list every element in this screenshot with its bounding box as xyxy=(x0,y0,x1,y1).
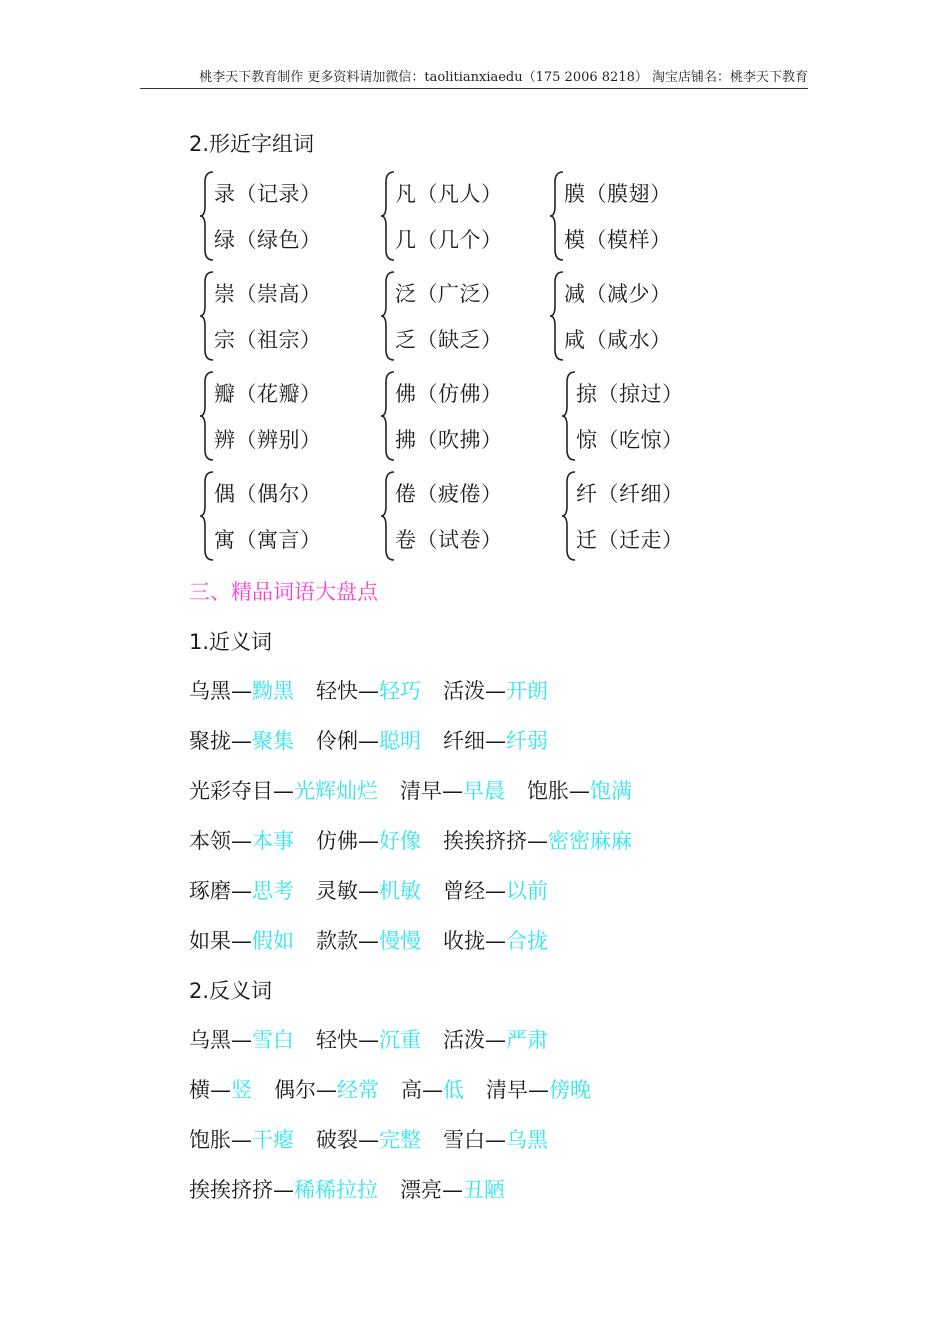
char-pair xyxy=(576,370,746,460)
antonym-row xyxy=(189,1074,613,1104)
pair-word-bottom: 咸（咸水） xyxy=(564,328,672,352)
synonym-row xyxy=(189,825,654,855)
pair-word-top: 膜（膜翅） xyxy=(564,182,672,206)
answer-word: 竖 xyxy=(231,1078,252,1102)
word-pair xyxy=(443,725,548,755)
answer-word: 机敏 xyxy=(379,879,421,903)
word-pair xyxy=(443,825,632,855)
answer-word: 饱满 xyxy=(590,779,632,803)
word-pair xyxy=(189,875,294,905)
word: 活泼— xyxy=(443,1028,506,1052)
word-pair xyxy=(486,1074,591,1104)
synonym-row xyxy=(189,925,570,955)
char-pair xyxy=(214,270,384,360)
word: 横— xyxy=(189,1078,231,1102)
word: 如果— xyxy=(189,929,252,953)
answer-word: 思考 xyxy=(252,879,294,903)
answer-word: 聚集 xyxy=(252,729,294,753)
answer-word: 轻巧 xyxy=(379,679,421,703)
pair-word-top: 崇（崇高） xyxy=(214,282,322,306)
answer-word: 纤弱 xyxy=(506,729,548,753)
word: 曾经— xyxy=(443,879,506,903)
word: 清早— xyxy=(400,779,463,803)
word-pair xyxy=(443,1124,548,1154)
pair-word-top: 减（减少） xyxy=(564,282,672,306)
word-pair xyxy=(189,825,294,855)
word: 饱胀— xyxy=(189,1128,252,1152)
answer-word: 以前 xyxy=(506,879,548,903)
char-pair xyxy=(395,470,565,560)
word: 伶俐— xyxy=(316,729,379,753)
synonym-row xyxy=(189,675,570,705)
antonym-row xyxy=(189,1174,527,1204)
word: 聚拢— xyxy=(189,729,252,753)
answer-word: 假如 xyxy=(252,929,294,953)
answer-word: 丑陋 xyxy=(463,1178,505,1202)
word: 灵敏— xyxy=(316,879,379,903)
word: 轻快— xyxy=(316,1028,379,1052)
word: 纤细— xyxy=(443,729,506,753)
word-pair xyxy=(189,1124,294,1154)
word: 偶尔— xyxy=(274,1078,337,1102)
word-pair xyxy=(401,1074,464,1104)
pair-word-bottom: 卷（试卷） xyxy=(395,528,503,552)
char-pair xyxy=(395,370,565,460)
word-pair xyxy=(443,875,548,905)
word: 雪白— xyxy=(443,1128,506,1152)
word-pair xyxy=(527,775,632,805)
answer-word: 本事 xyxy=(252,829,294,853)
answer-word: 严肃 xyxy=(506,1028,548,1052)
pair-word-top: 凡（凡人） xyxy=(395,182,503,206)
word-pair xyxy=(443,675,548,705)
word: 乌黑— xyxy=(189,679,252,703)
word: 乌黑— xyxy=(189,1028,252,1052)
word-pair xyxy=(274,1074,379,1104)
answer-word: 早晨 xyxy=(463,779,505,803)
word: 仿佛— xyxy=(316,829,379,853)
word: 破裂— xyxy=(316,1128,379,1152)
pair-word-bottom: 惊（吃惊） xyxy=(576,428,684,452)
word: 挨挨挤挤— xyxy=(443,829,548,853)
answer-word: 稀稀拉拉 xyxy=(294,1178,378,1202)
char-pair xyxy=(564,270,734,360)
pair-word-top: 泛（广泛） xyxy=(395,282,503,306)
answer-word: 完整 xyxy=(379,1128,421,1152)
char-pair xyxy=(214,470,384,560)
char-pair xyxy=(564,170,734,260)
answer-word: 合拢 xyxy=(506,929,548,953)
answer-word: 雪白 xyxy=(252,1028,294,1052)
pair-word-top: 倦（疲倦） xyxy=(395,482,503,506)
word-pair xyxy=(400,775,505,805)
antonym-row xyxy=(189,1124,570,1154)
xingjin-title: 2.形近字组词 xyxy=(189,132,315,156)
antonyms-title: 2.反义词 xyxy=(189,979,273,1003)
pair-word-top: 纤（纤细） xyxy=(576,482,684,506)
word: 本领— xyxy=(189,829,252,853)
word: 饱胀— xyxy=(527,779,590,803)
answer-word: 经常 xyxy=(337,1078,379,1102)
answer-word: 低 xyxy=(443,1078,464,1102)
word: 光彩夺目— xyxy=(189,779,294,803)
word: 轻快— xyxy=(316,679,379,703)
word-pair xyxy=(316,875,421,905)
pair-word-top: 佛（仿佛） xyxy=(395,382,503,406)
word: 收拢— xyxy=(443,929,506,953)
answer-word: 黝黑 xyxy=(252,679,294,703)
word-pair xyxy=(443,1024,548,1054)
word-pair xyxy=(443,925,548,955)
word-pair xyxy=(316,675,421,705)
pair-word-bottom: 迁（迁走） xyxy=(576,528,684,552)
synonyms-title: 1.近义词 xyxy=(189,630,273,654)
char-pair xyxy=(214,170,384,260)
answer-word: 光辉灿烂 xyxy=(294,779,378,803)
antonym-row xyxy=(189,1024,570,1054)
answer-word: 乌黑 xyxy=(506,1128,548,1152)
word-pair xyxy=(316,825,421,855)
pair-word-bottom: 绿（绿色） xyxy=(214,228,322,252)
answer-word: 聪明 xyxy=(379,729,421,753)
pair-word-bottom: 拂（吹拂） xyxy=(395,428,503,452)
word-pair xyxy=(189,675,294,705)
word-pair xyxy=(400,1174,505,1204)
pair-word-bottom: 乏（缺乏） xyxy=(395,328,503,352)
answer-word: 干瘪 xyxy=(252,1128,294,1152)
word-pair xyxy=(316,925,421,955)
pair-word-bottom: 宗（祖宗） xyxy=(214,328,322,352)
header-divider xyxy=(140,88,808,89)
answer-word: 傍晚 xyxy=(549,1078,591,1102)
answer-word: 沉重 xyxy=(379,1028,421,1052)
pair-word-bottom: 几（几个） xyxy=(395,228,503,252)
word-pair xyxy=(189,1074,252,1104)
pair-word-bottom: 寓（寓言） xyxy=(214,528,322,552)
word-pair xyxy=(316,725,421,755)
word-pair xyxy=(316,1024,421,1054)
word: 漂亮— xyxy=(400,1178,463,1202)
word: 清早— xyxy=(486,1078,549,1102)
page-header: 桃李天下教育制作 更多资料请加微信：taolitianxiaedu（175 2006 8218） 淘宝店铺名：桃李天下教育 xyxy=(199,70,808,85)
pair-word-top: 掠（掠过） xyxy=(576,382,684,406)
pair-word-bottom: 辨（辨别） xyxy=(214,428,322,452)
pair-word-top: 瓣（花瓣） xyxy=(214,382,322,406)
word: 高— xyxy=(401,1078,443,1102)
char-pair xyxy=(214,370,384,460)
word-pair xyxy=(189,775,378,805)
pair-word-top: 偶（偶尔） xyxy=(214,482,322,506)
word-pair xyxy=(189,1174,378,1204)
pair-word-bottom: 模（模样） xyxy=(564,228,672,252)
char-pair xyxy=(576,470,746,560)
word: 款款— xyxy=(316,929,379,953)
word-pair xyxy=(316,1124,421,1154)
synonym-row xyxy=(189,775,654,805)
answer-word: 开朗 xyxy=(506,679,548,703)
answer-word: 好像 xyxy=(379,829,421,853)
char-pair xyxy=(395,270,565,360)
char-pair xyxy=(395,170,565,260)
pair-word-top: 录（记录） xyxy=(214,182,322,206)
word: 琢磨— xyxy=(189,879,252,903)
word: 活泼— xyxy=(443,679,506,703)
synonym-row xyxy=(189,725,570,755)
word-pair xyxy=(189,925,294,955)
word-pair xyxy=(189,1024,294,1054)
section-3-title: 三、精品词语大盘点 xyxy=(189,580,378,604)
synonym-row xyxy=(189,875,570,905)
answer-word: 慢慢 xyxy=(379,929,421,953)
word-pair xyxy=(189,725,294,755)
answer-word: 密密麻麻 xyxy=(548,829,632,853)
word: 挨挨挤挤— xyxy=(189,1178,294,1202)
